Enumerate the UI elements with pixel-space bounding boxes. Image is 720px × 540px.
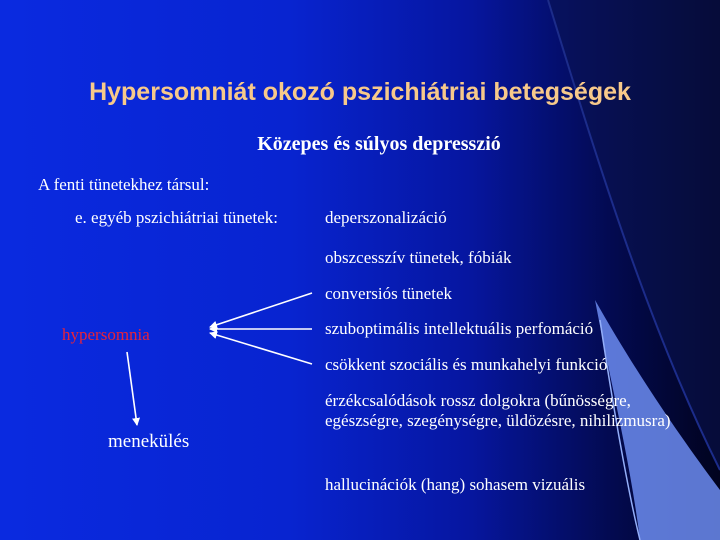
symptom-item: hallucinációk (hang) sohasem vizuális [325,475,586,494]
arrow-from-conversion [210,293,312,327]
symptom-item: deperszonalizáció [325,208,447,227]
slide-title: Hypersomniát okozó pszichiátriai betegségek [89,78,631,106]
arrow-from-reduced-function [210,333,312,364]
symptom-item: szuboptimális intellektuális perfomáció [325,319,594,338]
arrow-to-menekules [127,352,137,425]
menekules-term: menekülés [108,431,190,452]
symptom-item: conversiós tünetek [325,284,452,303]
symptom-item: érzékcsalódások rossz dolgokra (bűnösségre, egészségre, szegénységre, üldözésre, nihilizmusra) [325,391,671,430]
symptom-item: obszcesszív tünetek, fóbiák [325,248,512,267]
symptoms-label: e. egyéb pszichiátriai tünetek: [75,208,278,227]
hypersomnia-term: hypersomnia [62,325,150,344]
symptom-item: csökkent szociális és munkahelyi funkció [325,355,608,374]
intro-text: A fenti tünetekhez társul: [38,175,210,194]
slide-subtitle: Közepes és súlyos depresszió [257,133,501,155]
